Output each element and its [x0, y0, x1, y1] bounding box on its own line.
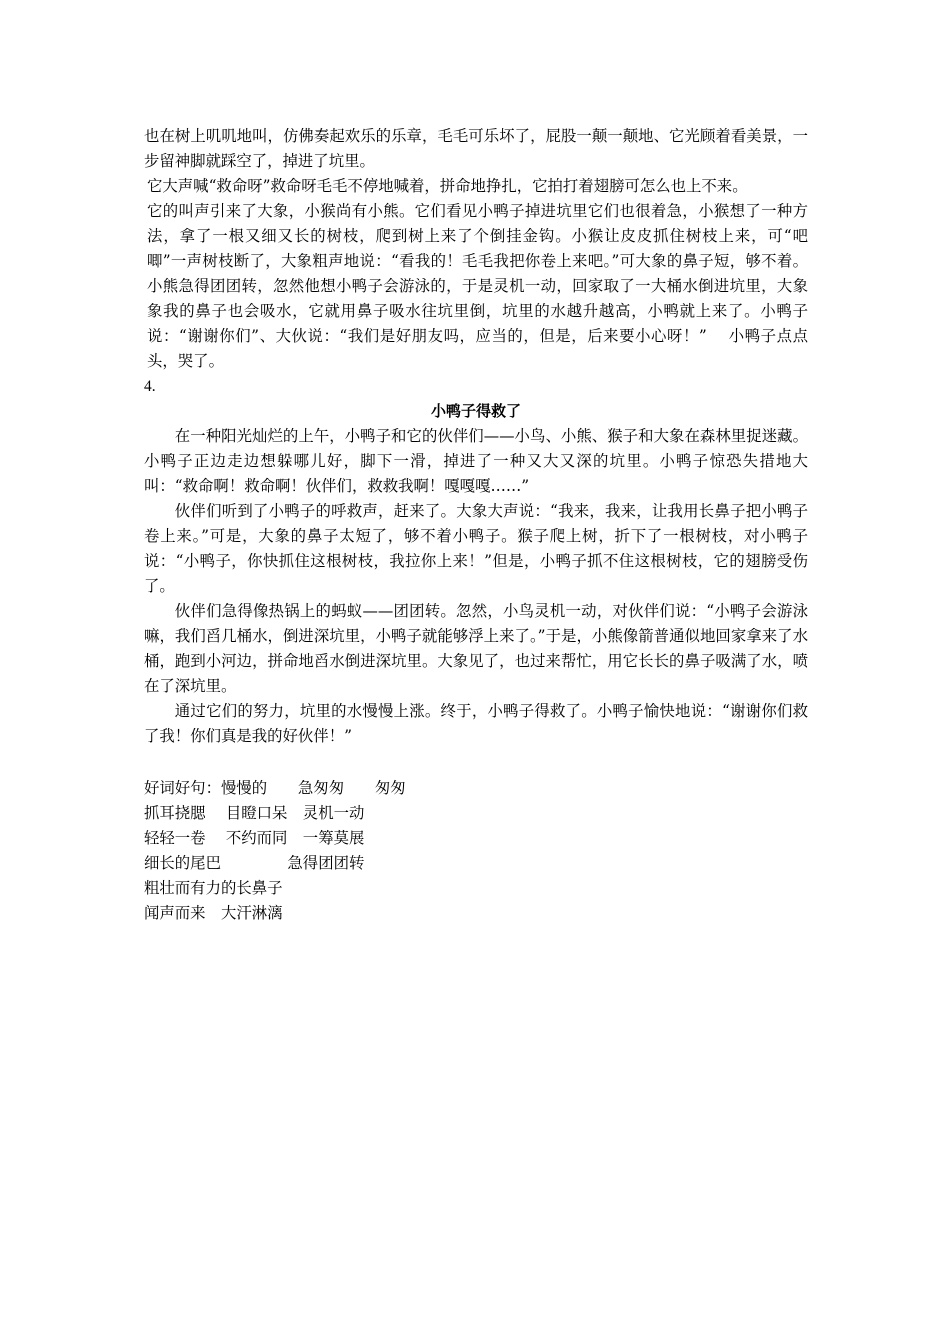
story4-paragraph-3: 伙伴们急得像热锅上的蚂蚁——团团转。忽然，小鸟灵机一动，对伙伴们说：“小鸭子会游泳嘛，我们舀几桶水，倒进深坑里，小鸭子就能够浮上来了。”于是，小熊像箭普通似地回家拿来了水桶，跑到小河边，拼命地舀水倒进深坑里。大象见了，也过来帮忙，用它长长的鼻子吸满了水，喷在了深坑里。: [144, 602, 808, 695]
good-words-row-5: 粗壮而有力的长鼻子: [144, 879, 283, 897]
good-words-list: [144, 776, 808, 926]
section-number: 4.: [144, 378, 156, 395]
good-words-row-2: 抓耳挠腮 目瞪口呆 灵机一动: [144, 804, 365, 822]
good-words-row-3: 轻轻一卷 不约而同 一筹莫展: [144, 829, 365, 847]
story3-paragraph-3: 它的叫声引来了大象，小猴尚有小熊。它们看见小鸭子掉进坑里它们也很着急，小猴想了一种方法，拿了一根又细又长的树枝，爬到树上来了个倒挂金钩。小猴让皮皮抓住树枝上来，可“吧唧”一声树枝断了，大象粗声地说：“看我的！毛毛我把你卷上来吧。”可大象的鼻子短，够不着。小熊急得团团转，忽然他想小鸭子会游泳的，于是灵机一动，回家取了一大桶水倒进坑里，大象象我的鼻子也会吸水，它就用鼻子吸水往坑里倒，坑里的水越升越高，小鸭就上来了。小鸭子说：“谢谢你们”、大伙说：“我们是好朋友吗，应当的，但是，后来要小心呀！” 小鸭子点点头，哭了。: [147, 202, 808, 370]
story4-title: 小鸭子得救了: [430, 402, 521, 420]
story3-paragraph-1: 也在树上叽叽地叫，仿佛奏起欢乐的乐章，毛毛可乐坏了，屁股一颠一颠地、它光顾着看美景，一步留神脚就踩空了，掉进了坑里。: [144, 127, 808, 170]
story4-paragraph-1: 在一种阳光灿烂的上午，小鸭子和它的伙伴们——小鸟、小熊、猴子和大象在森林里捉迷藏。小鸭子正边走边想躲哪儿好，脚下一滑，掉进了一种又大又深的坑里。小鸭子惊恐失措地大叫：“救命啊！救命啊！伙伴们，救救我啊！嘎嘎嘎……”: [144, 427, 808, 495]
good-words-row-1: 好词好句：慢慢的 急匆匆 匆匆: [144, 779, 406, 797]
good-words-row-6: 闻声而来 大汗淋漓: [144, 904, 283, 922]
story4-paragraph-4: 通过它们的努力，坑里的水慢慢上涨。终于，小鸭子得救了。小鸭子愉快地说：“谢谢你们救了我！你们真是我的好伙伴！”: [144, 702, 808, 745]
story3-paragraph-2: 它大声喊“救命呀”救命呀毛毛不停地喊着，拼命地挣扎，它拍打着翅膀可怎么也上不来。: [147, 177, 748, 195]
story4-paragraph-2: 伙伴们听到了小鸭子的呼救声，赶来了。大象大声说：“我来，我来，让我用长鼻子把小鸭子卷上来。”可是，大象的鼻子太短了，够不着小鸭子。猴子爬上树，折下了一根树枝，对小鸭子说：“小鸭子，你快抓住这根树枝，我拉你上来！”但是，小鸭子抓不住这根树枝，它的翅膀受伤了。: [144, 502, 808, 595]
good-words-row-4: 细长的尾巴 急得团团转: [144, 854, 365, 872]
document-page: [144, 124, 808, 926]
